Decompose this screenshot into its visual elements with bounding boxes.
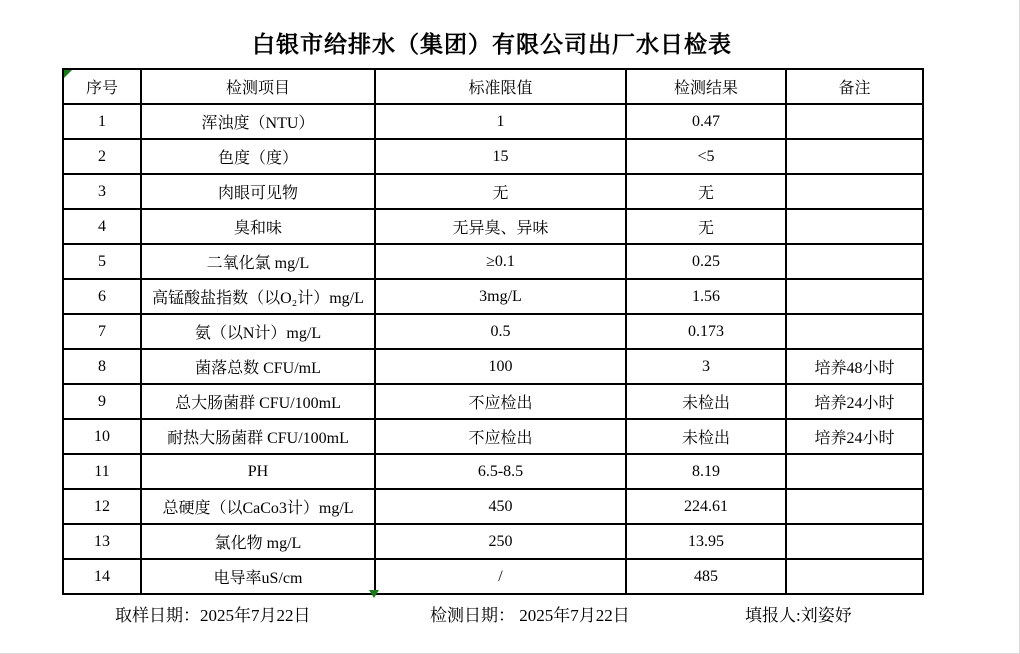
cell-no: 12 [63, 489, 141, 524]
cell-limit: ≥0.1 [375, 244, 626, 279]
cell-result: 0.47 [626, 104, 786, 139]
cell-note [786, 524, 923, 559]
table-row [63, 489, 923, 524]
cell-note [786, 314, 923, 349]
cell-result: 8.19 [626, 454, 786, 489]
cell-result: 13.95 [626, 524, 786, 559]
cell-limit: / [375, 559, 626, 594]
cell-note [786, 454, 923, 489]
cell-result: 0.173 [626, 314, 786, 349]
cell-note: 培养24小时 [786, 419, 923, 454]
page-title: 白银市给排水（集团）有限公司出厂水日检表 [252, 32, 732, 57]
cell-limit: 450 [375, 489, 626, 524]
table-row [63, 104, 923, 139]
inspection-table [62, 68, 924, 595]
cell-limit: 0.5 [375, 314, 626, 349]
table-row [63, 454, 923, 489]
cell-note [786, 244, 923, 279]
cell-limit: 100 [375, 349, 626, 384]
cell-result: 1.56 [626, 279, 786, 314]
table-row [63, 244, 923, 279]
cell-item: 总硬度（以CaCo3计）mg/L [141, 489, 375, 524]
col-header-no [63, 69, 141, 104]
cell-note: 培养48小时 [786, 349, 923, 384]
table-row [63, 279, 923, 314]
cell-no: 10 [63, 419, 141, 454]
col-header-limit: 标准限值 [375, 69, 626, 104]
cell-item: 浑浊度（NTU） [141, 104, 375, 139]
cell-result: 无 [626, 209, 786, 244]
reporter [745, 601, 852, 626]
sampling-date-value: 2025年7月22日 [200, 606, 311, 625]
cell-result: 未检出 [626, 384, 786, 419]
cell-result: <5 [626, 139, 786, 174]
cell-no: 14 [63, 559, 141, 594]
cell-limit: 250 [375, 524, 626, 559]
cell-note [786, 139, 923, 174]
cell-item: 色度（度） [141, 139, 375, 174]
cell-item: 肉眼可见物 [141, 174, 375, 209]
cell-note [786, 279, 923, 314]
cell-result: 0.25 [626, 244, 786, 279]
table-row [63, 384, 923, 419]
cell-note [786, 209, 923, 244]
test-date-value: 2025年7月22日 [519, 606, 630, 625]
cell-item: 高锰酸盐指数（以O₂计）mg/L [141, 279, 375, 314]
cell-note [786, 559, 923, 594]
table-row [63, 419, 923, 454]
cell-no: 4 [63, 209, 141, 244]
table-row [63, 349, 923, 384]
cell-no: 1 [63, 104, 141, 139]
table-row [63, 174, 923, 209]
cell-no: 3 [63, 174, 141, 209]
header-row [63, 69, 923, 104]
cell-note [786, 104, 923, 139]
cell-no: 2 [63, 139, 141, 174]
test-date-label: 检测日期： [430, 606, 515, 625]
cell-no: 7 [63, 314, 141, 349]
test-date [430, 601, 630, 626]
sampling-date-label: 取样日期： [115, 606, 200, 625]
table-row [63, 524, 923, 559]
cell-limit: 无异臭、异味 [375, 209, 626, 244]
cell-no: 6 [63, 279, 141, 314]
cell-no: 5 [63, 244, 141, 279]
cell-limit: 1 [375, 104, 626, 139]
cell-no: 8 [63, 349, 141, 384]
table-row [63, 314, 923, 349]
cell-item: 二氧化氯 mg/L [141, 244, 375, 279]
cell-no: 9 [63, 384, 141, 419]
cell-item: PH [141, 454, 375, 489]
col-header-item: 检测项目 [141, 69, 375, 104]
cell-limit: 无 [375, 174, 626, 209]
cell-limit: 不应检出 [375, 419, 626, 454]
cell-corner-flag-icon [64, 70, 72, 78]
cell-item: 总大肠菌群 CFU/100mL [141, 384, 375, 419]
cell-result: 224.61 [626, 489, 786, 524]
cell-result: 无 [626, 174, 786, 209]
cell-limit: 3mg/L [375, 279, 626, 314]
cell-comment-flag-icon [369, 590, 379, 598]
cell-item: 氨（以N计）mg/L [141, 314, 375, 349]
cell-item: 耐热大肠菌群 CFU/100mL [141, 419, 375, 454]
footer [0, 601, 1020, 625]
cell-note [786, 174, 923, 209]
cell-no: 11 [63, 454, 141, 489]
cell-result: 485 [626, 559, 786, 594]
cell-item: 臭和味 [141, 209, 375, 244]
cell-limit: 15 [375, 139, 626, 174]
col-header-no-label: 序号 [85, 80, 118, 97]
reporter-label: 填报人: [745, 606, 801, 625]
cell-limit: 6.5-8.5 [375, 454, 626, 489]
cell-note: 培养24小时 [786, 384, 923, 419]
cell-item: 菌落总数 CFU/mL [141, 349, 375, 384]
col-header-result: 检测结果 [626, 69, 786, 104]
cell-result: 未检出 [626, 419, 786, 454]
table-row [63, 559, 923, 594]
reporter-value: 刘姿妤 [800, 606, 852, 625]
table-row [63, 209, 923, 244]
cell-item: 氯化物 mg/L [141, 524, 375, 559]
cell-limit: 不应检出 [375, 384, 626, 419]
cell-result: 3 [626, 349, 786, 384]
cell-item: 电导率uS/cm [141, 559, 375, 594]
table-row [63, 139, 923, 174]
cell-note [786, 489, 923, 524]
sampling-date [115, 601, 311, 626]
col-header-note: 备注 [786, 69, 923, 104]
cell-no: 13 [63, 524, 141, 559]
